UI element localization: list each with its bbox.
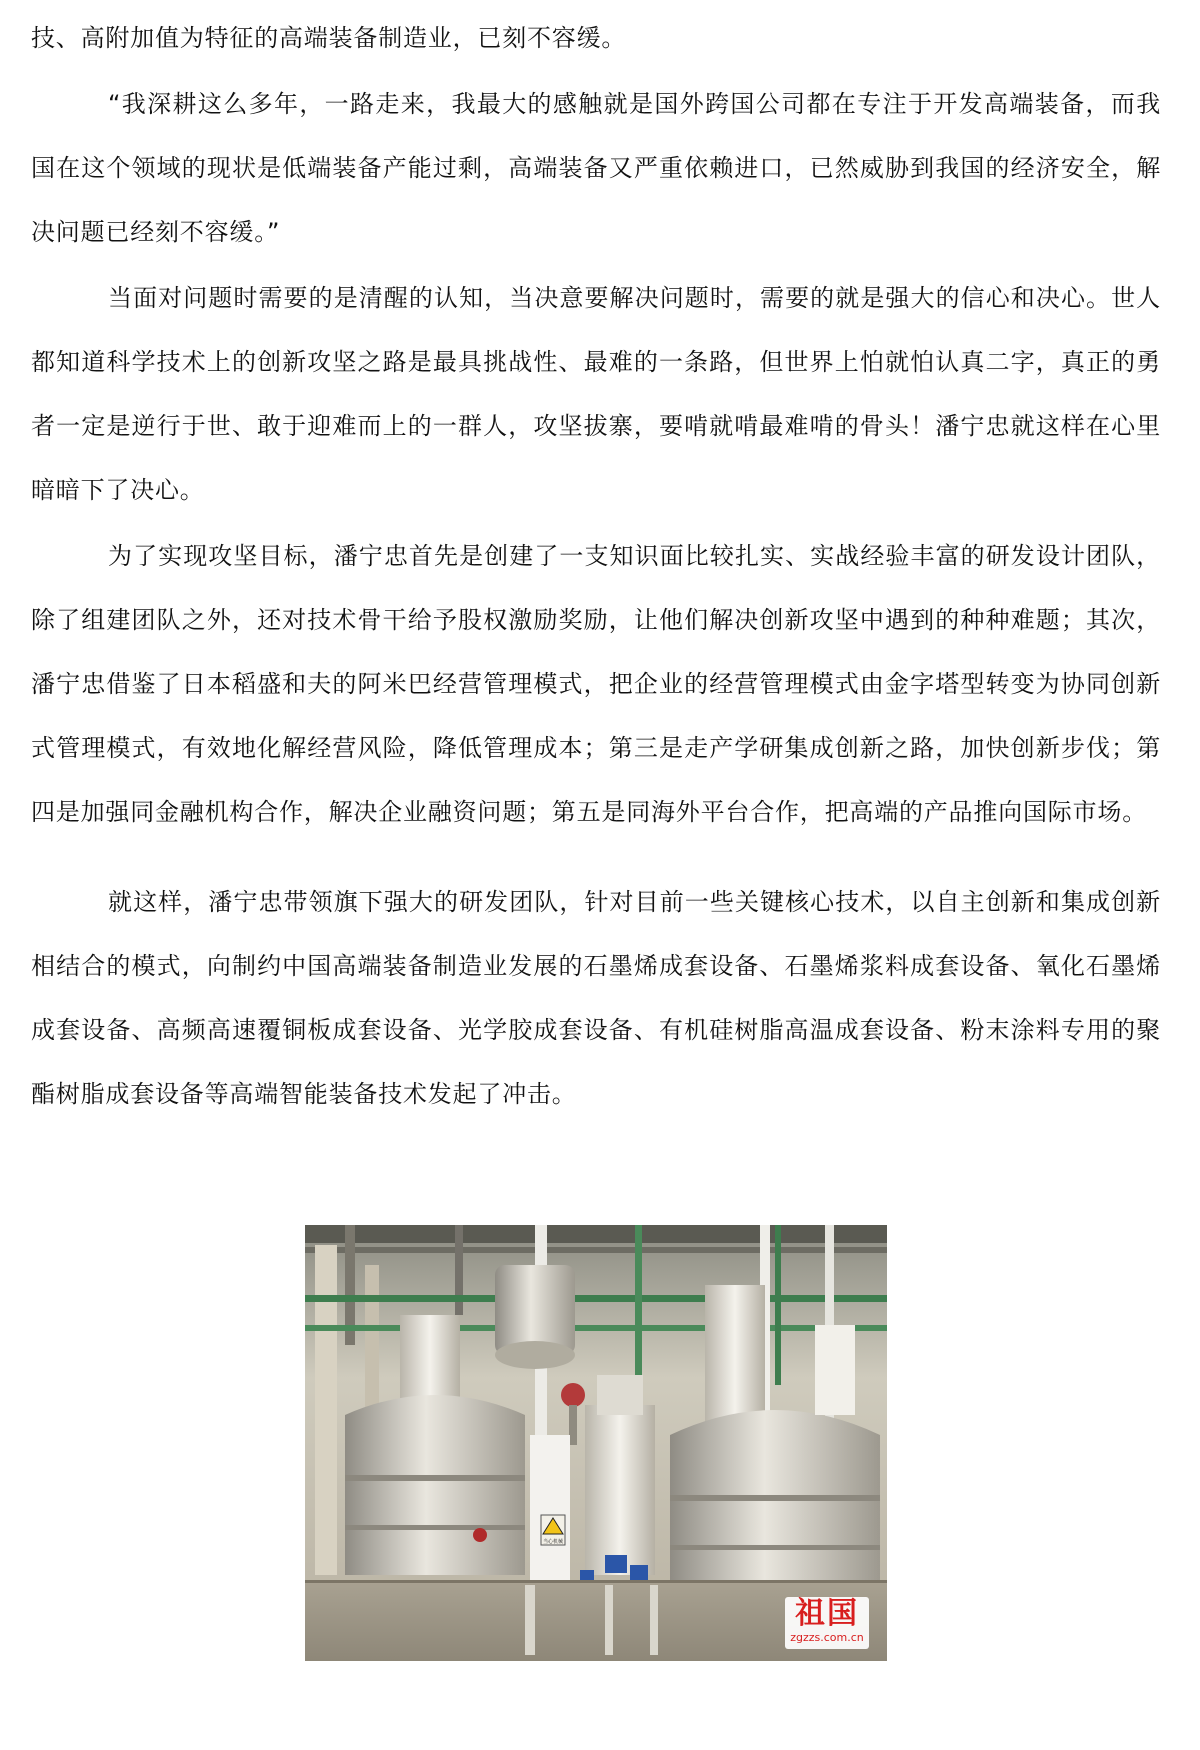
paragraph-5: 就这样，潘宁忠带领旗下强大的研发团队，针对目前一些关键核心技术，以自主创新和集成创新相结合的模式，向制约中国高端装备制造业发展的石墨烯成套设备、石墨烯浆料成套设备、氧化石墨烯成套设备、高频高速覆铜板成套设备、光学胶成套设备、有机硅树脂高温成套设备、粉末涂料专用的聚酯树脂成套设备等高端智能装备技术发起了冲击。 — [31, 888, 1161, 1108]
paragraph-2: “我深耕这么多年，一路走来，我最大的感触就是国外跨国公司都在专注于开发高端装备，而我国在这个领域的现状是低端装备产能过剩，高端装备又严重依赖进口，已然威胁到我国的经济安全，解决问题已经刻不容缓。” — [31, 90, 1161, 246]
article-body — [31, 6, 1161, 1126]
site-watermark — [785, 1597, 869, 1649]
watermark-domain: zgzzs.com.cn — [790, 1631, 864, 1644]
watermark-logo: 祖国 — [795, 1596, 859, 1631]
paragraph-1: 技、高附加值为特征的高端装备制造业，已刻不容缓。 — [31, 24, 627, 52]
paragraph-4: 为了实现攻坚目标，潘宁忠首先是创建了一支知识面比较扎实、实战经验丰富的研发设计团队，除了组建团队之外，还对技术骨干给予股权激励奖励，让他们解决创新攻坚中遇到的种种难题；其次，潘宁忠借鉴了日本稻盛和夫的阿米巴经营管理模式，把企业的经营管理模式由金字塔型转变为协同创新式管理模式，有效地化解经营风险，降低管理成本；第三是走产学研集成创新之路，加快创新步伐；第四是加强同金融机构合作，解决企业融资问题；第五是同海外平台合作，把高端的产品推向国际市场。 — [31, 542, 1161, 826]
warning-sign-text: 当心机械 — [542, 1539, 564, 1545]
factory-equipment-photo — [305, 1225, 887, 1661]
paragraph-3: 当面对问题时需要的是清醒的认知，当决意要解决问题时，需要的就是强大的信心和决心。世人都知道科学技术上的创新攻坚之路是最具挑战性、最难的一条路，但世界上怕就怕认真二字，真正的勇者一定是逆行于世、敢于迎难而上的一群人，攻坚拔寨，要啃就啃最难啃的骨头！潘宁忠就这样在心里暗暗下了决心。 — [31, 284, 1161, 504]
